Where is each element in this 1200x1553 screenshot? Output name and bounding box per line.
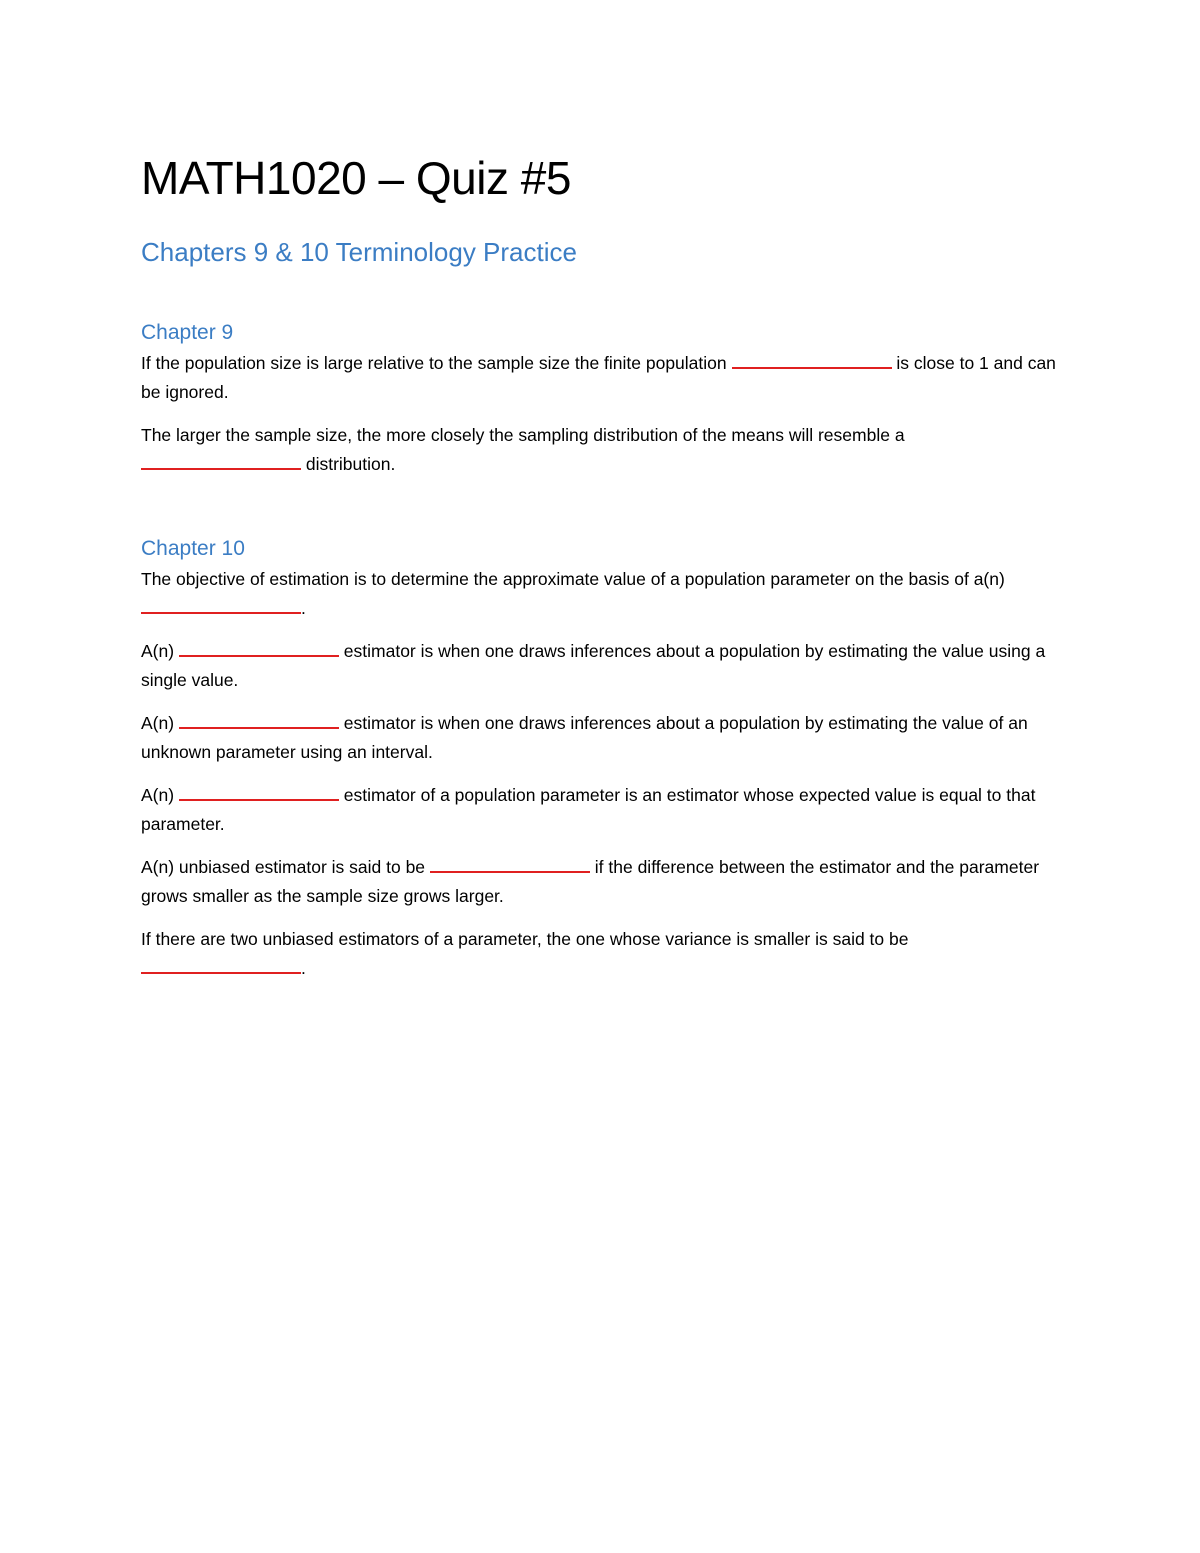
chapter-10-question-4 [141,781,1061,838]
chapter-10-question-5 [141,853,1061,910]
chapter-9-section [141,319,1061,493]
question-text: A(n) [141,785,179,805]
answer-blank[interactable] [141,954,301,974]
chapter-10-question-2 [141,637,1061,694]
question-text: if the difference between the estimator and the parameter grows smaller as the sample size grows larger. [141,857,1040,906]
question-text: estimator of a population parameter is an estimator whose expected value is equal to that parameter. [141,785,1036,834]
document-title: MATH1020 – Quiz #5 [141,152,571,204]
document-subtitle: Chapters 9 & 10 Terminology Practice [141,237,577,267]
chapter-10-question-6 [141,925,1061,982]
answer-blank[interactable] [732,349,892,369]
question-text: is close to 1 and can be ignored. [141,353,1056,402]
question-text: If there are two unbiased estimators of a parameter, the one whose variance is smaller is said to be [141,929,909,949]
answer-blank[interactable] [141,450,301,470]
chapter-10-question-3 [141,709,1061,766]
chapter-9-heading: Chapter 9 [141,321,234,344]
question-text: estimator is when one draws inferences about a population by estimating the value using a single value. [141,641,1046,690]
answer-blank[interactable] [430,853,590,873]
answer-blank[interactable] [179,709,339,729]
question-text: estimator is when one draws inferences about a population by estimating the value of an unknown parameter using an interval. [141,713,1028,762]
question-text: The larger the sample size, the more closely the sampling distribution of the means will resemble a [141,425,905,445]
question-text: . [301,957,306,978]
question-text: distribution. [301,453,396,474]
chapter-10-heading: Chapter 10 [141,537,245,560]
chapter-10-section [141,535,1061,997]
answer-blank[interactable] [141,594,301,614]
answer-blank[interactable] [179,781,339,801]
question-text: A(n) [141,713,179,733]
chapter-9-question-2 [141,421,1061,478]
answer-blank[interactable] [179,637,339,657]
chapter-10-question-1 [141,565,1061,622]
question-text: A(n) [141,641,179,661]
question-text: The objective of estimation is to determine the approximate value of a population parameter on the basis of a(n) [141,569,1005,589]
question-text: A(n) unbiased estimator is said to be [141,857,430,877]
chapter-9-question-1 [141,349,1061,406]
question-text: . [301,597,306,618]
question-text: If the population size is large relative to the sample size the finite population [141,353,732,373]
